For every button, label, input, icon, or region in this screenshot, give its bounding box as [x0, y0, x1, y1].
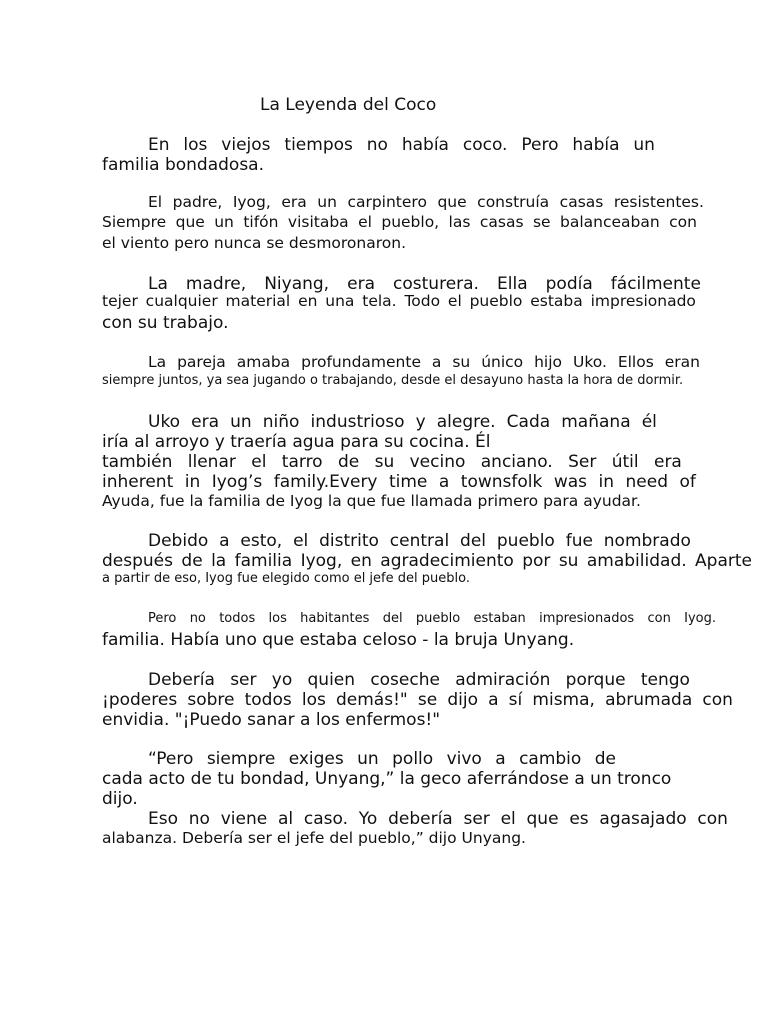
- paragraph-4-line-1: La pareja amaba profundamente a su único hijo Uko. Ellos eran: [148, 353, 700, 371]
- paragraph-9-line-3: dijo.: [102, 789, 138, 809]
- paragraph-1-line-1: En los viejos tiempos no había coco. Pero había un: [148, 135, 655, 155]
- paragraph-6-line-1: Debido a esto, el distrito central del pueblo fue nombrado: [148, 531, 691, 551]
- paragraph-3-line-2: tejer cualquier material en una tela. Todo el pueblo estaba impresionado: [102, 292, 696, 310]
- paragraph-8-line-2: ¡poderes sobre todos los demás!" se dijo a sí misma, abrumada con: [102, 690, 733, 710]
- paragraph-6-line-3: a partir de eso, Iyog fue elegido como el jefe del pueblo.: [102, 571, 470, 586]
- paragraph-5-line-5: Ayuda, fue la familia de Iyog la que fue llamada primero para ayudar.: [102, 492, 641, 510]
- paragraph-7-line-1: Pero no todos los habitantes del pueblo estaban impresionados con Iyog.: [148, 611, 716, 626]
- paragraph-6-line-2: después de la familia Iyog, en agradecimiento por su amabilidad. Aparte: [102, 551, 752, 571]
- paragraph-3-line-1: La madre, Niyang, era costurera. Ella podía fácilmente: [148, 274, 701, 294]
- paragraph-5-line-3: también llenar el tarro de su vecino anciano. Ser útil era: [102, 452, 682, 472]
- page-title: La Leyenda del Coco: [260, 95, 437, 115]
- paragraph-8-line-1: Debería ser yo quien coseche admiración porque tengo: [148, 670, 690, 690]
- paragraph-10-line-1: Eso no viene al caso. Yo debería ser el que es agasajado con: [148, 809, 728, 829]
- paragraph-3-line-3: con su trabajo.: [102, 313, 229, 333]
- paragraph-1-line-2: familia bondadosa.: [102, 155, 264, 175]
- paragraph-7-line-2: familia. Había uno que estaba celoso - la bruja Unyang.: [102, 630, 575, 650]
- paragraph-8-line-3: envidia. "¡Puedo sanar a los enfermos!": [102, 710, 441, 730]
- paragraph-9-line-2: cada acto de tu bondad, Unyang,” la geco aferrándose a un tronco: [102, 769, 672, 789]
- paragraph-5-line-2: iría al arroyo y traería agua para su cocina. Él: [102, 432, 491, 452]
- paragraph-4-line-2: siempre juntos, ya sea jugando o trabajando, desde el desayuno hasta la hora de dormir.: [102, 373, 684, 388]
- paragraph-5-line-1: Uko era un niño industrioso y alegre. Cada mañana él: [148, 412, 657, 432]
- paragraph-2-line-2: Siempre que un tifón visitaba el pueblo, las casas se balanceaban con: [102, 213, 697, 231]
- paragraph-5-line-4: inherent in Iyog’s family.Every time a townsfolk was in need of: [102, 472, 696, 492]
- paragraph-9-line-1: “Pero siempre exiges un pollo vivo a cambio de: [148, 749, 616, 769]
- paragraph-10-line-2: alabanza. Debería ser el jefe del pueblo,” dijo Unyang.: [102, 829, 526, 847]
- paragraph-2-line-1: El padre, Iyog, era un carpintero que construía casas resistentes.: [148, 193, 704, 211]
- paragraph-2-line-3: el viento pero nunca se desmoronaron.: [102, 234, 407, 252]
